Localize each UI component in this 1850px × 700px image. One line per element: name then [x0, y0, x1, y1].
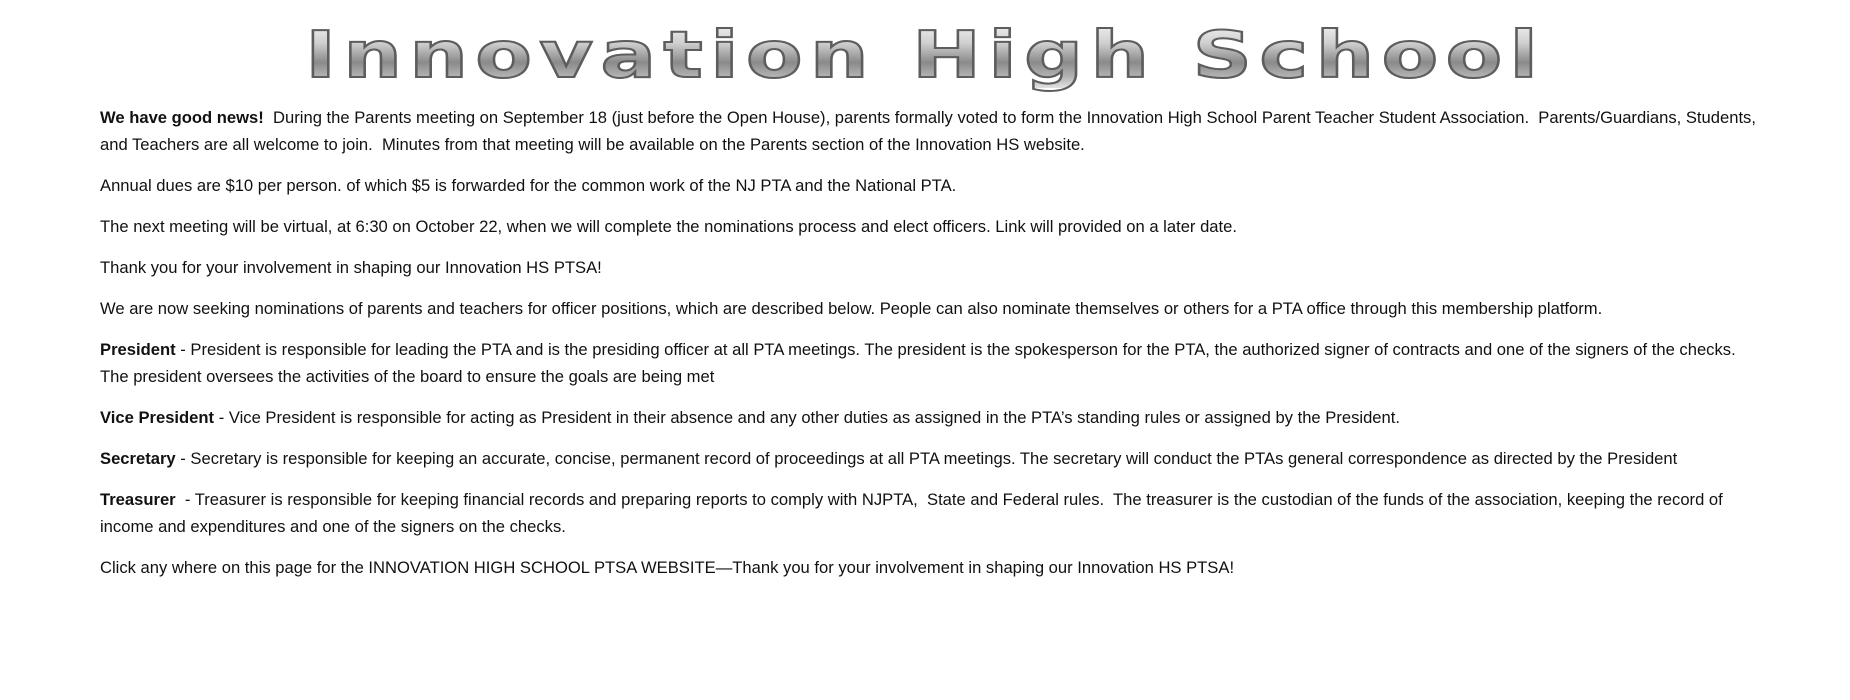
officer-label: Secretary	[100, 449, 176, 468]
officer-label: President	[100, 340, 176, 359]
officer-label: Vice President	[100, 408, 215, 427]
intro-paragraph	[100, 104, 1760, 158]
officer-vice-president	[100, 404, 1760, 431]
officer-label: Treasurer	[100, 490, 176, 509]
thanks-paragraph: Thank you for your involvement in shaping our Innovation HS PTSA!	[100, 258, 602, 277]
officer-president	[100, 336, 1760, 390]
officer-description: - President is responsible for leading the PTA and is the presiding officer at all PTA meetings. The president is the spokesperson for the PTA, the authorized signer of contracts and one of the signers of the checks. The president oversees the activities of the board to ensure the goals are being met	[100, 340, 1736, 386]
officer-description: - Vice President is responsible for acting as President in their absence and any other duties as assigned in the PTA’s standing rules or assigned by the President.	[214, 408, 1400, 427]
next-meeting-paragraph: The next meeting will be virtual, at 6:30 on October 22, when we will complete the nominations process and elect officers. Link will provided on a later date.	[100, 217, 1237, 236]
title-banner	[0, 19, 1850, 93]
dues-paragraph: Annual dues are $10 per person. of which $5 is forwarded for the common work of the NJ PTA and the National PTA.	[100, 176, 957, 195]
officer-description: - Secretary is responsible for keeping an accurate, concise, permanent record of proceedings at all PTA meetings. The secretary will conduct the PTAs general correspondence as directed by the President	[175, 449, 1678, 468]
intro-text: During the Parents meeting on September 18 (just before the Open House), parents formally voted to form the Innovation High School Parent Teacher Student Association. Parents/Guardians, Students, and Teachers are all welcome to join. Minutes from that meeting will be available on the Parents section of the Innovation HS website.	[100, 108, 1761, 154]
officer-treasurer	[100, 486, 1760, 540]
flyer-body	[100, 104, 1760, 595]
officer-secretary	[100, 445, 1760, 472]
nominations-paragraph: We are now seeking nominations of parents and teachers for officer positions, which are described below. People can also nominate themselves or others for a PTA office through this membership platform.	[100, 299, 1603, 318]
page-title: Innovation High School	[304, 19, 1546, 93]
website-link-paragraph[interactable]: Click any where on this page for the INNOVATION HIGH SCHOOL PTSA WEBSITE—Thank you for your involvement in shaping our Innovation HS PTSA!	[100, 558, 1235, 577]
intro-lead: We have good news!	[100, 108, 264, 127]
officer-description: - Treasurer is responsible for keeping financial records and preparing reports to comply with NJPTA, State and Federal rules. The treasurer is the custodian of the funds of the association, keeping the record of income and expenditures and one of the signers on the checks.	[100, 490, 1728, 536]
